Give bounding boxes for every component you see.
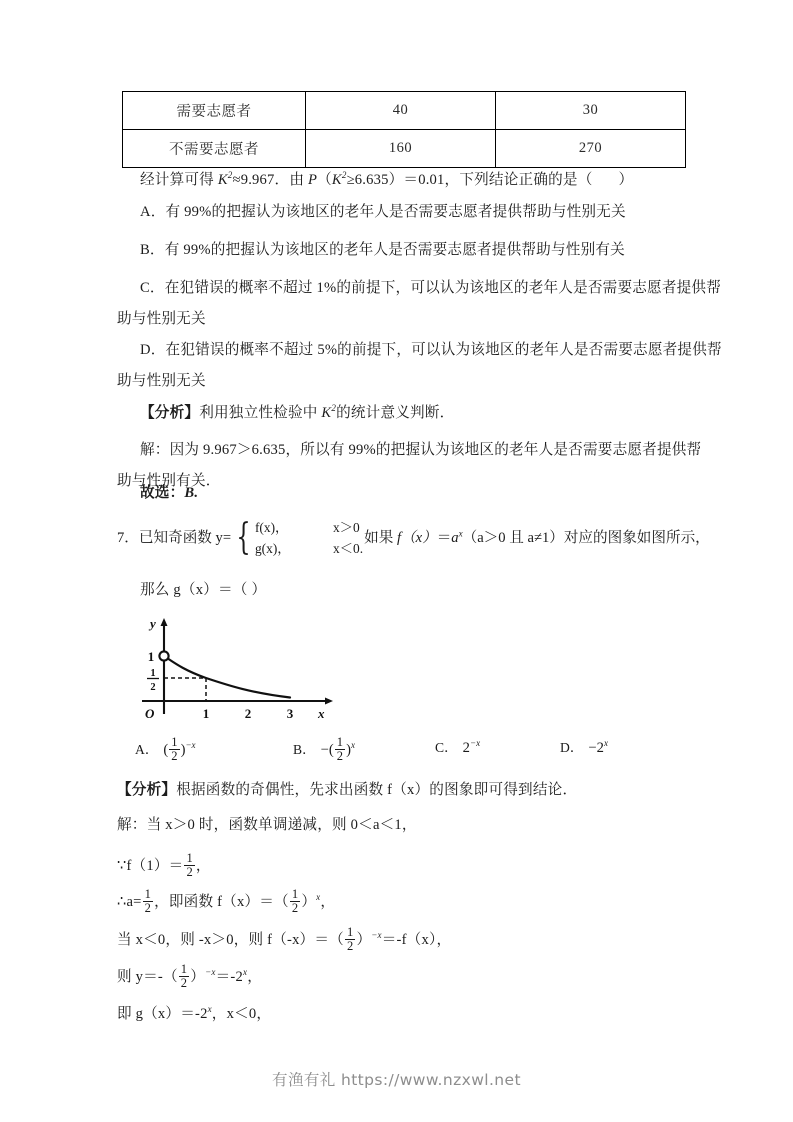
q6-analysis-k: K [321, 404, 332, 421]
q6-option-a[interactable]: A．有 99%的把握认为该地区的老年人是否需要志愿者提供帮助与性别无关 [140, 204, 626, 220]
q7-sol3-mid: ，即函数 f（x）＝（ [154, 893, 289, 910]
q7-sol3-exponent: x [316, 891, 321, 902]
function-graph [132, 616, 347, 724]
q6-analysis [140, 403, 454, 422]
q7-sol2-pre: ∵f（1）＝ [117, 857, 184, 874]
q7-piecewise [232, 518, 363, 560]
row-value-cell: 270 [496, 130, 686, 168]
y-tick-half-denominator: 2 [150, 682, 156, 693]
numerator: 1 [336, 735, 344, 749]
q7-sol6-pre: 即 g（x）＝-2 [117, 1005, 208, 1022]
q6-analysis-post: 的统计意义判断． [336, 404, 455, 421]
q7-sol4-post: ） [356, 931, 372, 948]
q7-option-a[interactable] [135, 736, 196, 763]
q7-option-d-exponent: x [603, 738, 608, 749]
q7-stem-fx: （x） [401, 530, 437, 547]
q7-sol5-fraction [179, 963, 189, 990]
row-value-cell: 30 [496, 92, 686, 130]
q7-option-d[interactable] [560, 736, 608, 757]
q7-case-2-cond: x＜0. [332, 540, 364, 556]
numerator: 1 [180, 962, 188, 976]
q7-solution-line-3 [117, 888, 335, 915]
q7-sol5-eq: ＝-2 [215, 968, 243, 985]
q6-solution-line-2: 助与性别有关． [117, 473, 221, 489]
q7-option-c-exponent: −x [469, 738, 481, 749]
q7-analysis [117, 781, 577, 799]
q7-stem-cond: （a＞0 且 a≠1）对应的图象如图所示， [462, 530, 710, 547]
x-tick-label-3: 3 [286, 706, 294, 721]
q6-answer [140, 484, 198, 502]
q6-option-c[interactable]: C．在犯错误的概率不超过 1%的前提下，可以认为该地区的老年人是否需要志愿者提供帮 [140, 280, 722, 296]
q7-option-d-base: 2 [596, 740, 604, 756]
q7-solution-line-6 [117, 1004, 271, 1023]
q7-option-a-fraction [169, 736, 179, 763]
q6-stem-mid: ≈9.967．由 [232, 171, 308, 188]
q7-solution-line-5 [117, 963, 262, 990]
q7-case-2 [255, 539, 363, 560]
denominator: 2 [186, 864, 193, 879]
q7-option-b[interactable] [293, 736, 355, 763]
q6-stem-ge: ≥6.635） [346, 171, 404, 188]
y-tick-label-one: 1 [147, 649, 155, 664]
q6-stem-k-sup: 2 [227, 170, 233, 180]
q6-stem-close: ） [618, 171, 634, 188]
numerator: 1 [346, 925, 354, 939]
x-tick-label-1: 1 [202, 706, 210, 721]
q6-analysis-k-sup: 2 [331, 403, 337, 413]
table-row [123, 130, 686, 168]
q7-analysis-text: 根据函数的奇偶性，先求出函数 f（x）的图象即可得到结论． [176, 782, 578, 798]
q6-answer-value: B. [184, 485, 199, 501]
numerator: 1 [291, 887, 299, 901]
q6-analysis-label: 【分析】 [140, 404, 200, 421]
q7-stem-pre: 已知奇函数 y= [138, 530, 232, 547]
q6-stem-k: K [217, 171, 228, 188]
q7-sol3-fraction-1 [143, 888, 153, 915]
q7-option-b-label: B． [293, 741, 316, 757]
q6-option-c-cont: 助与性别无关 [117, 311, 206, 327]
left-brace-icon: { [236, 517, 251, 559]
x-tick-label-2: 2 [244, 706, 252, 721]
q7-option-a-label: A． [135, 741, 159, 757]
q7-stem [117, 518, 710, 560]
denominator: 2 [171, 748, 178, 763]
y-axis-arrow-icon [161, 618, 168, 626]
contingency-table [122, 91, 686, 168]
q7-sol4-eq: ＝-f（x）， [381, 931, 452, 948]
exponential-curve [164, 656, 290, 698]
q7-stem-line-2: 那么 g（x）＝（ ） [140, 582, 267, 598]
q7-sol3-post: ） [301, 893, 317, 910]
watermark-footer: 有渔有礼 https://www.nzxwl.net [272, 1071, 521, 1089]
q6-answer-label: 故选： [140, 485, 185, 501]
denominator: 2 [180, 975, 188, 990]
q7-solution-line-4 [117, 926, 451, 953]
q7-stem-a-sup: x [458, 528, 463, 539]
denominator: 2 [336, 748, 344, 763]
q7-case-1-fn: f(x)， [254, 520, 289, 535]
q6-stem-k2: K [331, 171, 342, 188]
q7-number: 7． [117, 530, 139, 547]
q7-option-b-exponent: x [350, 739, 355, 750]
q7-option-a-close: ) [180, 741, 186, 758]
q7-sol4-exponent: −x [371, 929, 382, 940]
q7-sol2-fraction [184, 852, 194, 879]
open-point-marker-icon [159, 651, 168, 660]
q6-stem-p: P [307, 171, 318, 188]
q7-sol4-pre: 当 x＜0，则 -x＞0，则 f（-x）＝（ [117, 931, 344, 948]
q7-sol4-fraction [345, 926, 355, 953]
q7-sol5-end: ， [247, 968, 262, 985]
q7-option-b-close: ) [346, 741, 351, 758]
q6-stem-eq: ＝0.01，下列结论正确的是（ [403, 171, 593, 188]
q7-option-c-label: C． [435, 740, 458, 755]
q7-sol3-pre: ∴a= [117, 893, 142, 910]
numerator: 1 [171, 735, 178, 749]
q7-option-b-prefix: − [320, 741, 329, 758]
q6-stem [140, 170, 633, 189]
q7-stem-post: 如果 [364, 530, 397, 547]
q7-option-c-base: 2 [462, 740, 470, 756]
q6-option-b[interactable]: B．有 99%的把握认为该地区的老年人是否需要志愿者提供帮助与性别有关 [140, 242, 625, 258]
q7-option-b-open: ( [328, 741, 334, 758]
q7-analysis-label: 【分析】 [117, 782, 177, 798]
q6-solution-line-1: 解：因为 9.967＞6.635，所以有 99%的把握认为该地区的老年人是否需要志愿者提供帮 [140, 442, 702, 458]
row-value-cell: 40 [306, 92, 496, 130]
q7-sol5-pre: 则 y＝-（ [117, 968, 178, 985]
row-value-cell: 160 [306, 130, 496, 168]
q7-option-a-exponent: −x [185, 739, 196, 750]
row-label-cell: 不需要志愿者 [123, 130, 306, 168]
q7-stem-a: a [451, 530, 459, 547]
q7-case-1 [255, 518, 363, 539]
q6-option-d[interactable]: D．在犯错误的概率不超过 5%的前提下，可以认为该地区的老年人是否需要志愿者提供帮 [140, 342, 722, 358]
numerator: 1 [144, 887, 152, 901]
q7-option-c[interactable] [435, 736, 480, 757]
q7-case-2-fn: g(x)， [254, 540, 291, 556]
q6-option-d-cont: 助与性别无关 [117, 373, 206, 389]
numerator: 1 [186, 851, 193, 865]
row-label-cell: 需要志愿者 [123, 92, 306, 130]
q7-sol5-exponent: −x [205, 966, 216, 977]
q7-stem-f: f [396, 530, 402, 547]
q7-option-a-open: ( [163, 741, 169, 758]
origin-label: O [145, 706, 155, 721]
table-row [123, 92, 686, 130]
q6-analysis-pre: 利用独立性检验中 [199, 404, 322, 421]
q6-stem-pre: 经计算可得 [140, 171, 218, 188]
q7-sol3-fraction-2 [290, 888, 300, 915]
x-axis-arrow-icon [325, 698, 333, 705]
denominator: 2 [291, 900, 299, 915]
q7-sol5-exponent-2: x [242, 966, 248, 977]
denominator: 2 [144, 900, 152, 915]
q6-stem-k2-sup: 2 [341, 170, 347, 180]
y-axis-label: y [150, 616, 156, 631]
q7-sol6-post: ，x＜0， [211, 1005, 272, 1022]
q7-sol5-post: ） [190, 968, 206, 985]
q7-sol3-end: ， [320, 893, 336, 910]
denominator: 2 [346, 938, 354, 953]
q7-stem-eq: ＝ [436, 530, 452, 547]
q7-case-1-cond: x＞0 [332, 520, 360, 535]
q7-solution-line-1: 解：当 x＞0 时，函数单调递减，则 0＜a＜1， [117, 817, 417, 833]
q7-sol6-exponent: x [207, 1004, 212, 1014]
x-axis-label: x [318, 706, 325, 721]
q7-solution-line-2 [117, 852, 211, 879]
q7-sol2-post: ， [195, 857, 211, 874]
q7-cases [255, 518, 363, 560]
q7-option-b-fraction [335, 736, 345, 763]
y-tick-half-numerator: 1 [150, 668, 156, 679]
q7-option-d-prefix: − [588, 740, 597, 756]
q7-option-d-label: D． [560, 740, 584, 755]
q6-stem-paren: （ [317, 171, 332, 188]
